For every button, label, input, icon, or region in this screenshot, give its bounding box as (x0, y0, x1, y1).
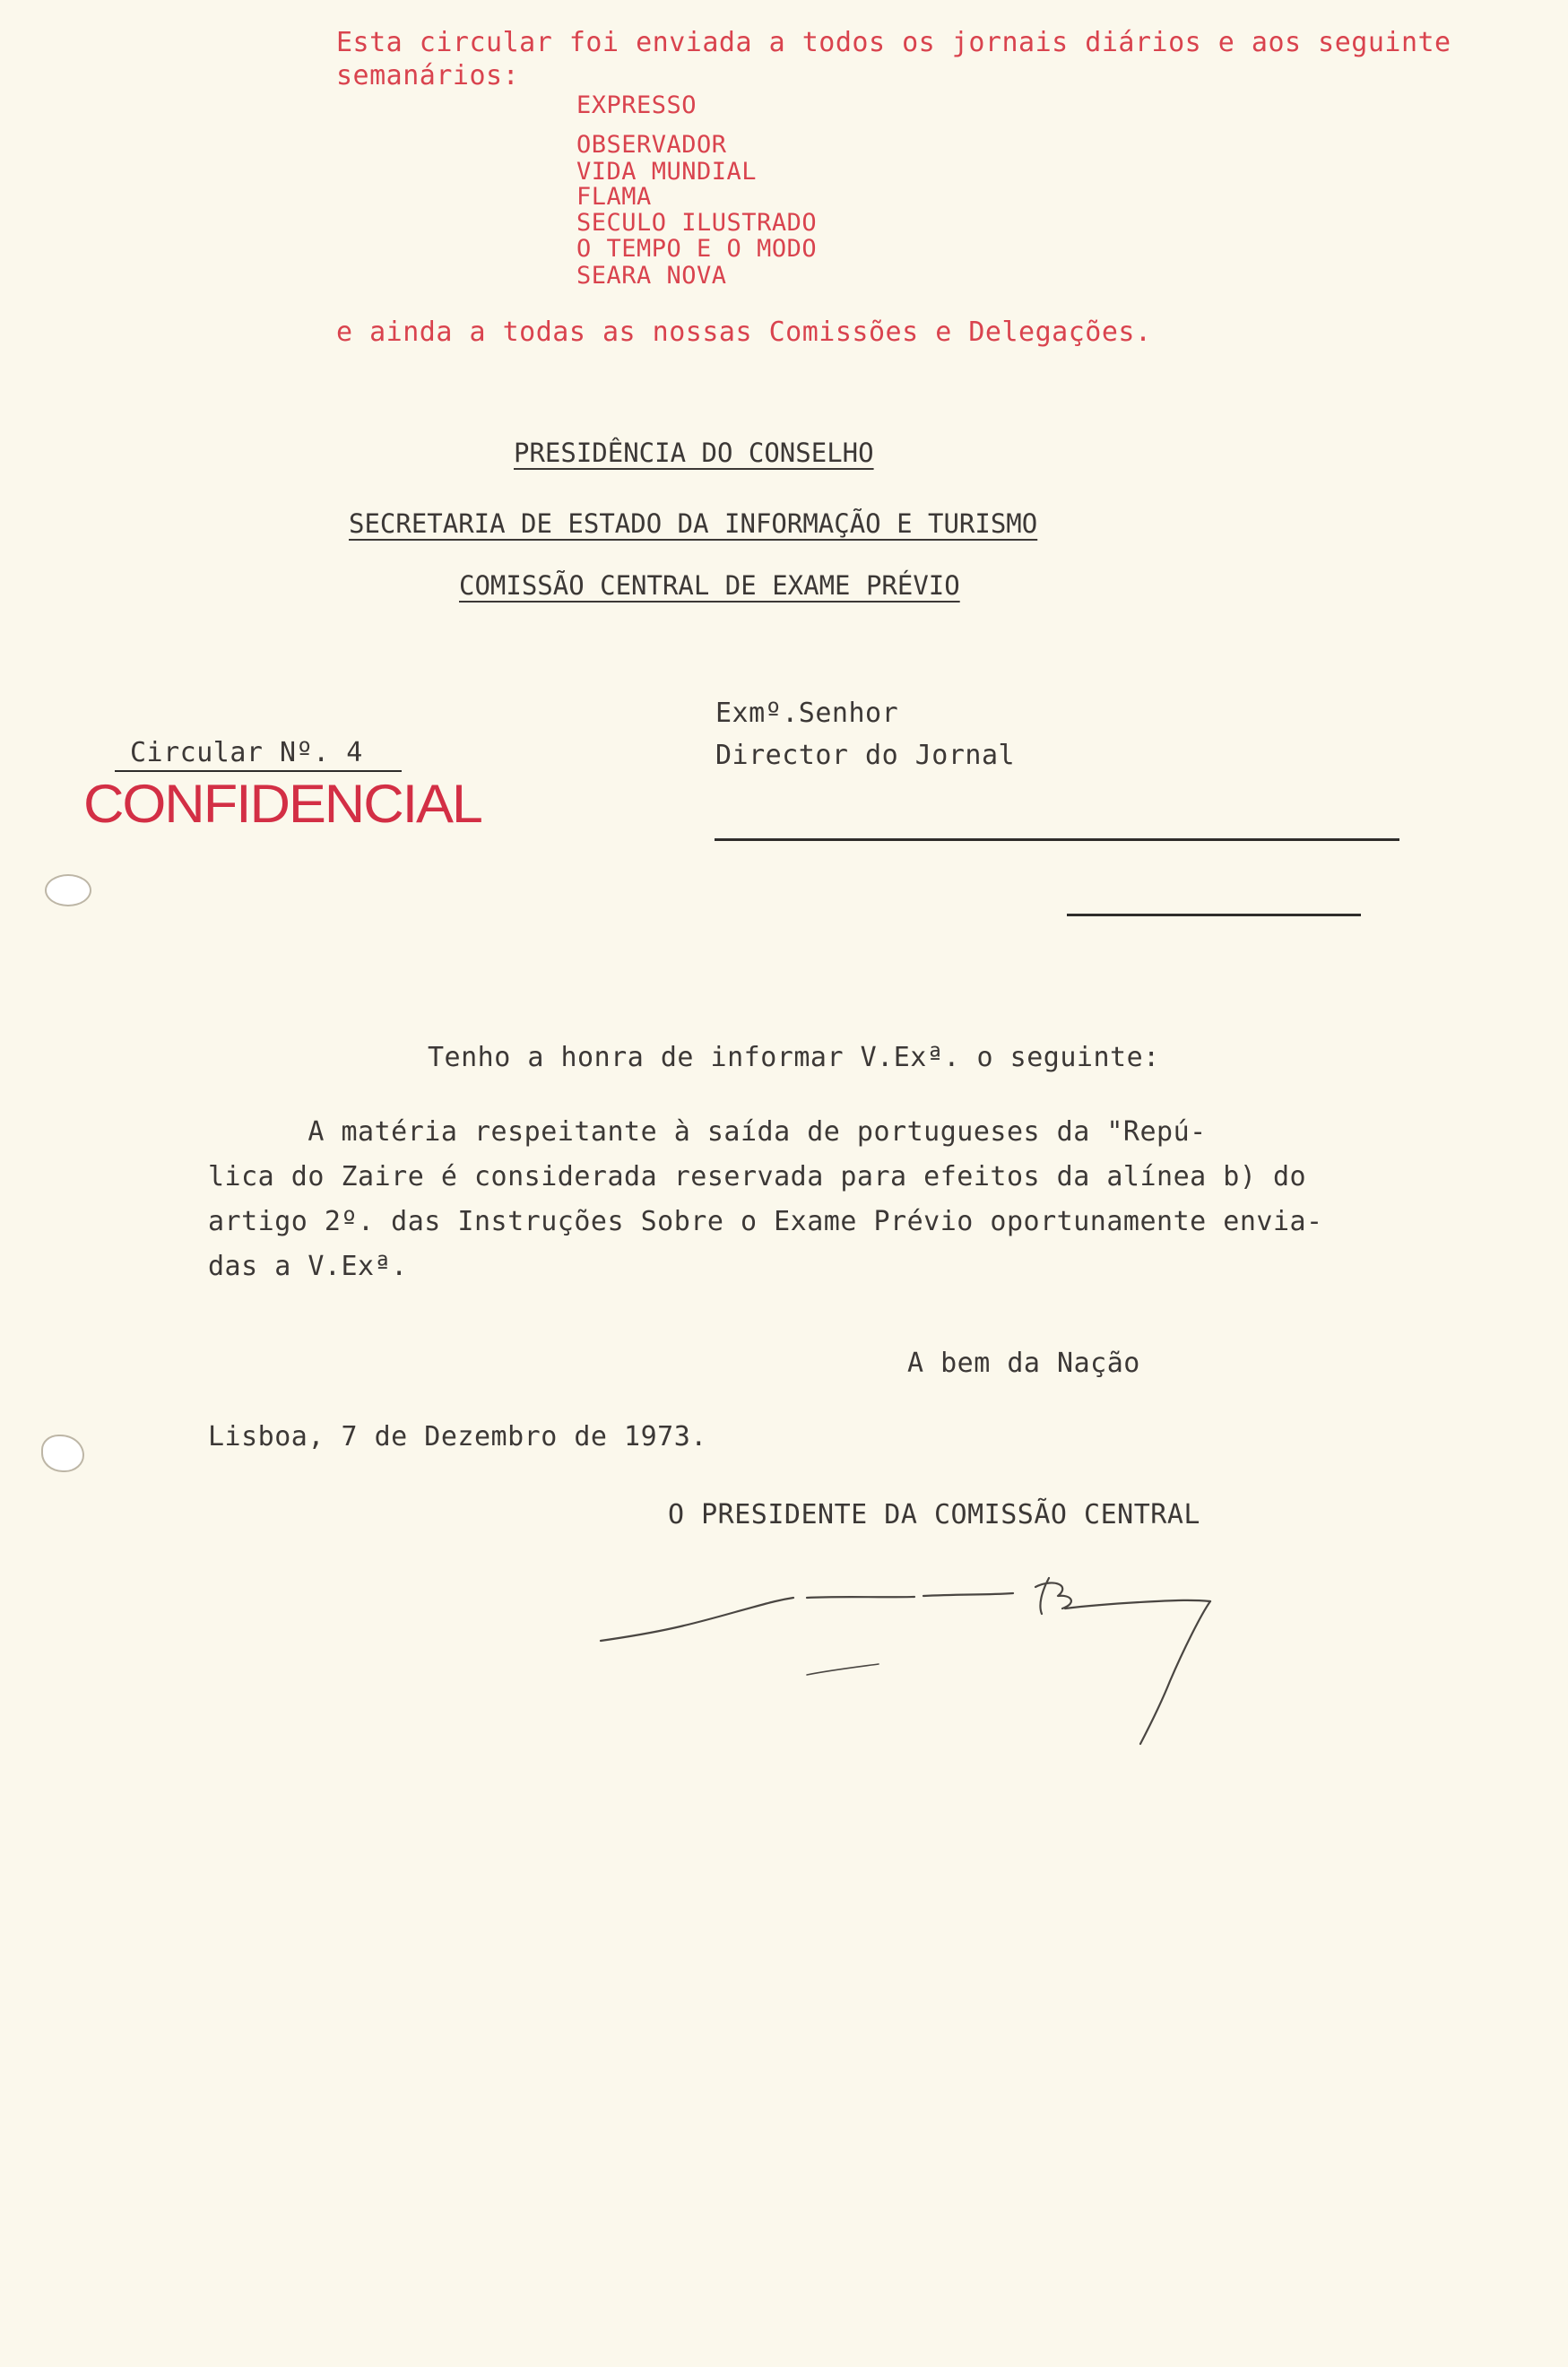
punch-hole (45, 874, 91, 906)
weekly-item: FLAMA (576, 183, 652, 211)
weekly-item: SECULO ILUSTRADO (576, 209, 818, 237)
heading-presidencia: PRESIDÊNCIA DO CONSELHO (514, 438, 874, 468)
distribution-intro-line1: Esta circular foi enviada a todos os jornais diários e aos seguinte (336, 27, 1451, 58)
confidencial-stamp: CONFIDENCIAL (83, 774, 481, 834)
paragraph-line: artigo 2º. das Instruções Sobre o Exame Prévio oportunamente envia- (208, 1206, 1323, 1237)
weekly-item: O TEMPO E O MODO (576, 235, 818, 263)
addressee-blank-line-2 (1067, 914, 1361, 916)
weekly-item: SEARA NOVA (576, 262, 727, 290)
heading-secretaria: SECRETARIA DE ESTADO DA INFORMAÇÃO E TURISMO (349, 508, 1038, 539)
circular-number: Circular Nº. 4 (130, 737, 363, 768)
weekly-item: EXPRESSO (576, 91, 697, 119)
addressee-line2: Director do Jornal (715, 740, 1016, 771)
paragraph-line: lica do Zaire é considerada reservada para efeitos da alínea b) do (208, 1161, 1307, 1192)
handwritten-signature (583, 1542, 1318, 1775)
signatory-title: O PRESIDENTE DA COMISSÃO CENTRAL (668, 1499, 1200, 1530)
weekly-item: OBSERVADOR (576, 131, 727, 159)
distribution-intro-line2: semanários: (336, 60, 520, 91)
opening-line: Tenho a honra de informar V.Exª. o seguinte: (428, 1042, 1160, 1073)
addressee-line1: Exmº.Senhor (715, 698, 899, 729)
weekly-item: VIDA MUNDIAL (576, 158, 758, 186)
punch-hole (41, 1435, 84, 1472)
salutation: A bem da Nação (907, 1348, 1140, 1379)
circular-number-underline (115, 770, 402, 772)
distribution-closing: e ainda a todas as nossas Comissões e Delegações. (336, 316, 1152, 348)
heading-comissao: COMISSÃO CENTRAL DE EXAME PRÉVIO (459, 570, 960, 601)
date-line: Lisboa, 7 de Dezembro de 1973. (208, 1421, 707, 1452)
paragraph-line: A matéria respeitante à saída de portugueses da "Repú- (208, 1116, 1207, 1148)
addressee-blank-line-1 (715, 838, 1399, 841)
paragraph-line: das a V.Exª. (208, 1251, 408, 1282)
